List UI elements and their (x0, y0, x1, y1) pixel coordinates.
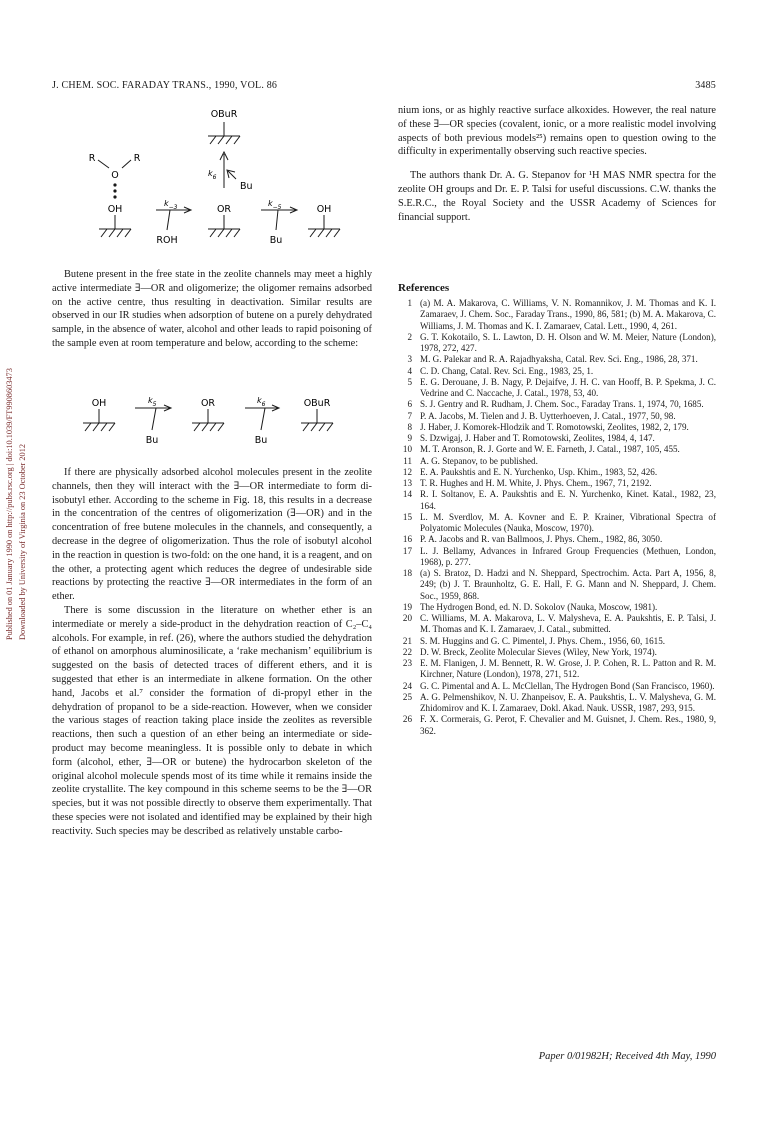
reference-item (398, 456, 716, 467)
reference-text: A. G. Pelmenshikov, N. U. Zhanpeisov, E. A. Paukshtis, L. V. Malysheva, G. M. Zhidomirov and K. I. Zamaraev, Dokl. Akad. Nauk. USSR, 1987, 293, 915. (420, 691, 716, 713)
reference-text: R. I. Soltanov, E. A. Paukshtis and E. N. Yurchenko, Kinet. Katal., 1982, 23, 164. (420, 489, 716, 511)
reference-number: 17 (402, 545, 412, 556)
reference-number: 11 (403, 455, 412, 466)
paragraph: If there are physically adsorbed alcohol molecules present in the zeolite channels, then they will interact with the ∃—OR intermediate to form di-isobutyl ether. According to the scheme in Fig. 18, this results in a decrease in the concentration of the centres of oligomerization (∃—OR) and in the concentration of free butene molecules in the channels, and consequently, a decrease in the degree of oligomerization. Thus the role of isobutyl alcohol in the reaction in question is two-fold: on the one hand, it is a reagent, and on the other, a protecting agent which reduces the degree of undesirable side reactions by protecting the reactive ∃—OR intermediates in the form of an ether. (52, 467, 373, 603)
reference-item (398, 467, 716, 478)
reference-number: 14 (402, 489, 412, 500)
reference-number: 25 (402, 691, 412, 702)
scheme1-bu-top: Bu (240, 181, 253, 192)
reference-number: 20 (402, 613, 412, 623)
reaction-scheme-2 (52, 392, 382, 462)
download-note-line2: Downloaded by University of Virginia on 23 October 2012 (18, 444, 27, 640)
paragraph: Butene present in the free state in the zeolite channels may meet a highly active intermediate ∃—OR and oligomerize; the oligomer remains adsorbed on the active centre, thus resulting in deactivation. Similar results are observed in our IR studies when adsorption of butene on a purely dehydrated sample, in the absence of water, alcohol and other leads to rapid poisoning of the sample even at room temperature and below, according to the scheme: (52, 269, 372, 349)
page-number: 3485 (695, 80, 716, 91)
reference-number: 4 (407, 365, 412, 376)
reference-item (398, 433, 716, 444)
scheme1-or: OR (216, 204, 232, 215)
reference-text: M. T. Aronson, R. J. Gorte and W. E. Farneth, J. Catal., 1987, 105, 455. (420, 444, 680, 455)
reference-item (398, 636, 716, 647)
scheme2-or: OR (200, 398, 216, 409)
reference-text: D. W. Breck, Zeolite Molecular Sieves (Wiley, New York, 1974). (420, 646, 657, 657)
reference-text: S. J. Gentry and R. Rudham, J. Chem. Soc., Faraday Trans. 1, 1974, 70, 1685. (420, 399, 704, 410)
reference-number: 18 (402, 568, 412, 578)
scheme2-k6: $k_6$ (257, 396, 266, 408)
reference-number: 3 (407, 354, 412, 365)
reference-text: S. Dzwigaj, J. Haber and T. Romotowski, Zeolites, 1984, 4, 147. (420, 433, 655, 443)
scheme2-oh: OH (91, 398, 107, 409)
scheme1-obur: OBuR (210, 109, 238, 120)
reference-number: 1 (407, 298, 412, 308)
reference-text: J. Haber, J. Komorek-Hlodzik and T. Romotowski, Zeolites, 1982, 2, 179. (420, 421, 689, 432)
left-column-para1 (52, 268, 372, 351)
paper-received-note: Paper 0/01982H; Received 4th May, 1990 (538, 1051, 716, 1062)
reference-number: 16 (402, 534, 412, 545)
scheme1-oh-left: OH (107, 204, 123, 215)
reference-item (398, 692, 716, 715)
scheme1-k-minus5: $k_{-5}$ (268, 199, 282, 211)
reference-text: T. R. Hughes and H. M. White, J. Phys. Chem., 1967, 71, 2192. (420, 478, 652, 488)
reference-number: 12 (402, 466, 412, 477)
reference-item (398, 658, 716, 681)
scheme2-bu1: Bu (145, 435, 159, 446)
scheme1-k6: $k_6$ (208, 169, 217, 181)
reference-text: (a) S. Bratoz, D. Hadzi and N. Sheppard, Spectrochim. Acta. Part A, 1956, 8, 249; (b) J. T. Braunholtz, G. E. Hall, F. G. Mann and N. Sheppard, J. Chem. Soc., 1959, 868. (420, 568, 716, 601)
reference-text: L. J. Bellamy, Advances in Infrared Group Frequencies (Methuen, London, 1968), p. 277. (420, 545, 716, 567)
reference-item (398, 534, 716, 545)
reference-text: C. D. Chang, Catal. Rev. Sci. Eng., 1983, 25, 1. (420, 365, 594, 376)
scheme1-o: O (111, 170, 119, 181)
reference-number: 22 (402, 646, 412, 657)
reference-item (398, 332, 716, 355)
reference-item (398, 444, 716, 455)
reference-text: M. G. Palekar and R. A. Rajadhyaksha, Catal. Rev. Sci. Eng., 1986, 28, 371. (420, 354, 698, 365)
reference-number: 8 (407, 421, 412, 432)
reference-number: 24 (402, 680, 412, 691)
reference-number: 6 (407, 399, 412, 410)
reference-item (398, 366, 716, 377)
reference-item (398, 512, 716, 535)
reference-text: P. A. Jacobs and R. van Ballmoos, J. Phys. Chem., 1982, 86, 3050. (420, 534, 663, 545)
scheme2-bu2: Bu (254, 435, 268, 446)
scheme1-oh-right: OH (316, 204, 332, 215)
reference-item (398, 489, 716, 512)
reference-text: L. M. Sverdlov, M. A. Kovner and E. P. Krainer, Vibrational Spectra of Polyatomic Molecules (Nauka, Moscow, 1970). (420, 511, 716, 533)
reference-text: S. M. Huggins and G. C. Pimentel, J. Phys. Chem., 1956, 60, 1615. (420, 635, 666, 646)
acknowledgements: The authors thank Dr. A. G. Stepanov for ¹H MAS NMR spectra for the zeolite OH groups and Dr. E. P. Talsi for useful discussions. C.W. thanks the S.E.R.C., the Royal Society and the USSR Academy of Sciences for financial support. (398, 170, 716, 223)
reference-number: 7 (407, 410, 412, 421)
reference-text: C. Williams, M. A. Makarova, L. V. Malysheva, E. A. Paukshtis, E. P. Talsi, J. M. Thomas and K. I. Zamaraev, J. Catal., submitted. (420, 613, 716, 635)
reference-item (398, 411, 716, 422)
reference-number: 23 (402, 658, 412, 668)
reference-item (398, 399, 716, 410)
reference-text: P. A. Jacobs, M. Tielen and J. B. Uytterhoeven, J. Catal., 1977, 50, 98. (420, 410, 676, 421)
reference-item (398, 478, 716, 489)
reference-list (398, 298, 716, 737)
reference-text: F. X. Cormerais, G. Perot, F. Chevalier and M. Guisnet, J. Chem. Res., 1980, 9, 362. (420, 714, 716, 736)
reference-item (398, 354, 716, 365)
scheme1-roh: ROH (156, 235, 178, 246)
reference-number: 5 (407, 376, 412, 387)
paragraph: nium ions, or as highly reactive surface alkoxides. However, the real nature of these ∃—OR species (covalent, ionic, or a more realistic model involving aspects of both previous models²⁵) remains open to question owing to the difficulty in experimentally observing such reactive species. (398, 105, 716, 158)
reference-text: E. A. Paukshtis and E. N. Yurchenko, Usp. Khim., 1983, 52, 426. (420, 466, 658, 477)
reference-number: 2 (407, 331, 412, 342)
reference-number: 15 (402, 511, 412, 522)
scheme2-obur: OBuR (303, 398, 331, 409)
right-column-body (398, 104, 716, 224)
running-header (52, 80, 716, 94)
reference-item (398, 613, 716, 636)
scheme1-r-left: R (88, 153, 96, 164)
reference-number: 21 (402, 635, 412, 646)
reference-text: G. T. Kokotailo, S. L. Lawton, D. H. Olson and W. M. Meier, Nature (London), 1978, 272, 427. (420, 331, 716, 353)
journal-citation: J. CHEM. SOC. FARADAY TRANS., 1990, VOL. 86 (52, 80, 278, 91)
reference-number: 19 (402, 601, 412, 612)
scheme1-k-minus3: $k_{-3}$ (164, 199, 178, 211)
scheme2-k5: $k_5$ (148, 396, 157, 408)
download-note-line1: Published on 01 January 1990 on http://pubs.rsc.org | doi:10.1039/FT9908603473 (5, 368, 14, 640)
reference-number: 9 (407, 433, 412, 443)
left-column-body (52, 466, 372, 839)
reaction-scheme-1 (52, 100, 382, 285)
reference-text: A. G. Stepanov, to be published. (420, 455, 538, 466)
reference-item (398, 602, 716, 613)
download-watermark (2, 300, 32, 640)
reference-text: G. C. Pimental and A. L. McClellan, The Hydrogen Bond (San Francisco, 1960). (420, 680, 715, 691)
reference-item (398, 298, 716, 332)
reference-number: 13 (402, 478, 412, 488)
reference-item (398, 647, 716, 658)
reference-item (398, 681, 716, 692)
reference-item (398, 422, 716, 433)
reference-number: 10 (402, 444, 412, 455)
reference-text: E. M. Flanigen, J. M. Bennett, R. W. Grose, J. P. Cohen, R. L. Patton and R. M. Kirchner, Nature (London), 1978, 271, 512. (420, 658, 716, 680)
reference-item (398, 546, 716, 569)
reference-item (398, 714, 716, 737)
reference-item (398, 377, 716, 400)
paragraph: There is some discussion in the literature on whether ether is an intermediate or merely a side-product in the dehydration reaction of C₂–C₄ alcohols. For example, in ref. (26), where the authors studied the dehydration of ethanol on amorphous aluminosilicate, a ‘rake mechanism’ equilibrium is suggested on the basis of detected traces of different ethers, and it is suggested that ether is an intermediate in alkene formation. On the other hand, Jacobs et al.⁷ consider the formation of di-propyl ether in the dehydration of propanol to be a side-reaction. However, when we consider the various stages of reaction taking place inside the zeolites as reversible reactions, then such a question of an ether being an intermediate or side-product may become meaningless. It is possible only to debate in which form (alcohol, ether, ∃—OR or butene) the hydrocarbon skeleton of the original alcohol molecule spends most of its time while it remains inside the zeolite crystallite. The key compound in this scheme seems to be the ∃—OR species, but it was not possible directly to observe them experimentally. That these species were not isolated and identified may be explained by their high reactivity. Such species may be described as relatively unstable carbo- (52, 604, 372, 837)
references-heading: References (398, 282, 450, 294)
scheme1-bu-bottom: Bu (269, 235, 283, 246)
reference-text: (a) M. A. Makarova, C. Williams, V. N. Romannikov, J. M. Thomas and K. I. Zamaraev, J. Chem. Soc., Faraday Trans., 1990, 86, 581; (b) M. A. Makarova, C. Williams, J. M. Thomas and K. I. Zamaraev, Catal. Lett., 1990, 4, 261. (420, 298, 716, 331)
reference-text: E. G. Derouane, J. B. Nagy, P. Dejaifve, J. H. C. van Hooff, B. P. Spekma, J. C. Vedrine and C. Naccache, J. Catal., 1978, 53, 40. (420, 376, 716, 398)
scheme1-r-right: R (133, 153, 141, 164)
reference-number: 26 (402, 714, 412, 725)
reference-text: The Hydrogen Bond, ed. N. D. Sokolov (Nauka, Moscow, 1981). (420, 601, 658, 612)
reference-item (398, 568, 716, 602)
